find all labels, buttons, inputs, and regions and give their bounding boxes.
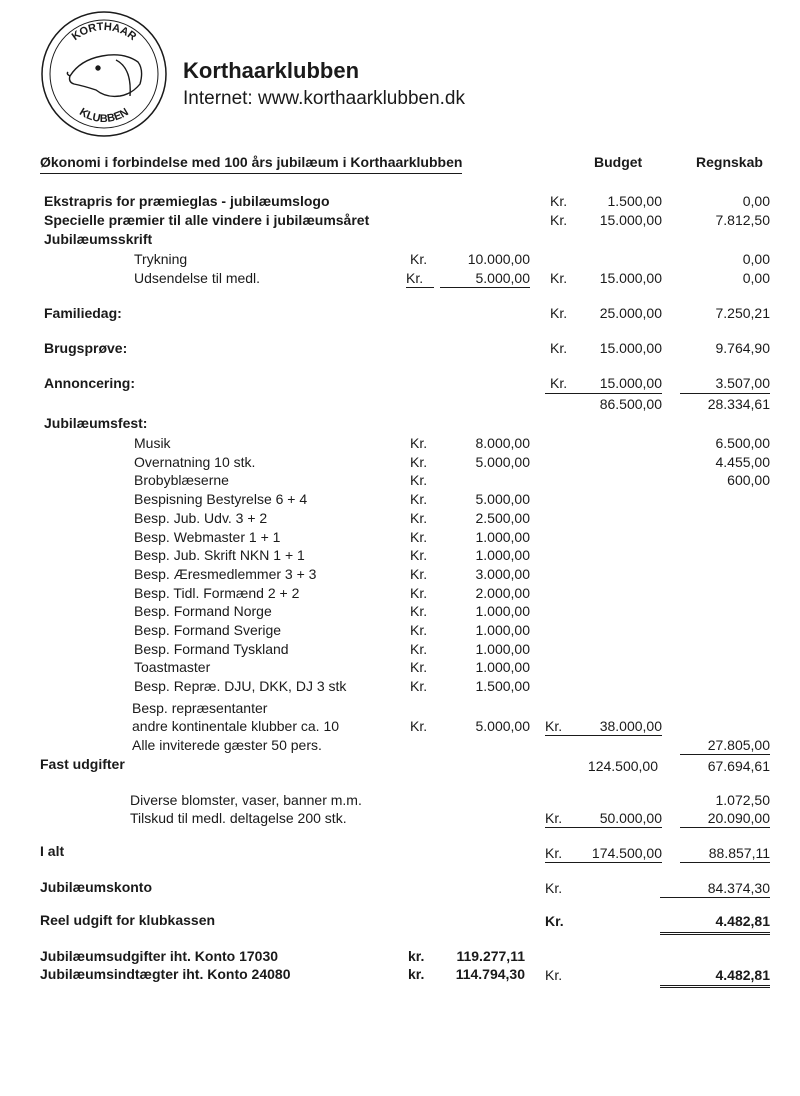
currency: Kr.	[410, 491, 428, 507]
dog-head-icon	[67, 55, 141, 97]
tilskud-regnskab: 20.090,00	[680, 810, 770, 828]
specielle-regnskab: 7.812,50	[715, 212, 770, 228]
currency: Kr.	[406, 270, 434, 288]
repr-label-1: Besp. repræsentanter	[132, 700, 268, 716]
familiedag-label: Familiedag:	[44, 305, 122, 321]
gaester-regnskab: 27.805,00	[680, 737, 770, 755]
familiedag-regnskab: 7.250,21	[715, 305, 770, 321]
brugsproeve-label: Brugsprøve:	[44, 340, 128, 356]
fest-item-label: Toastmaster	[134, 659, 211, 675]
fest-item-label: Besp. Formand Sverige	[134, 622, 282, 638]
tilskud-label: Tilskud til medl. deltagelse 200 stk.	[130, 810, 347, 826]
fest-item-regnskab: 600,00	[727, 472, 770, 488]
fest-item-amount: 8.000,00	[475, 435, 530, 451]
udsendelse-regnskab: 0,00	[742, 270, 770, 286]
fest-item-amount: 1.000,00	[475, 529, 530, 545]
fast-regnskab: 67.694,61	[707, 758, 770, 774]
currency: Kr.	[545, 810, 567, 828]
table-title: Økonomi i forbindelse med 100 års jubilæum i Korthaarklubben	[40, 154, 462, 174]
specielle-label: Specielle præmier til alle vindere i jubilæumsåret	[44, 212, 370, 228]
ialt-budget: 174.500,00	[567, 845, 662, 863]
currency: Kr.	[410, 472, 428, 488]
udgifter-label: Jubilæumsudgifter iht. Konto 17030	[40, 948, 279, 964]
org-website: Internet: www.korthaarklubben.dk	[183, 88, 465, 109]
fest-item-amount: 2.000,00	[475, 585, 530, 601]
indtaegter-label: Jubilæumsindtægter iht. Konto 24080	[40, 966, 291, 982]
specielle-budget: 15.000,00	[599, 212, 662, 228]
subtotal-budget: 86.500,00	[599, 396, 662, 412]
udgifter-amount: 119.277,11	[456, 948, 525, 964]
currency: Kr.	[550, 212, 568, 228]
currency: Kr.	[545, 913, 564, 929]
fest-item-label: Overnatning 10 stk.	[134, 454, 256, 470]
currency: Kr.	[410, 566, 428, 582]
currency: Kr.	[410, 251, 428, 267]
fest-budget: 38.000,00	[567, 718, 662, 736]
currency: Kr.	[545, 718, 567, 736]
trykning-regnskab: 0,00	[742, 251, 770, 267]
double-underline	[660, 985, 770, 988]
ekstrapris-budget: 1.500,00	[607, 193, 662, 209]
fest-item-label: Besp. Webmaster 1 + 1	[134, 529, 281, 545]
blomster-label: Diverse blomster, vaser, banner m.m.	[130, 792, 362, 808]
fest-item-amount: 1.000,00	[475, 659, 530, 675]
fest-item-amount: 5.000,00	[475, 454, 530, 470]
annoncering-regnskab: 3.507,00	[715, 375, 770, 391]
fest-item-label: Besp. Jub. Udv. 3 + 2	[134, 510, 268, 526]
org-name: Korthaarklubben	[183, 58, 360, 83]
fest-item-label: Besp. Repræ. DJU, DKK, DJ 3 stk	[134, 678, 347, 694]
currency: Kr.	[410, 659, 428, 675]
ekstrapris-label: Ekstrapris for præmieglas - jubilæumslogo	[44, 193, 330, 209]
fest-item-label: Besp. Æresmedlemmer 3 + 3	[134, 566, 317, 582]
currency: Kr.	[410, 718, 428, 734]
trykning-amount: 10.000,00	[467, 251, 530, 267]
fest-item-amount: 1.000,00	[475, 547, 530, 563]
blomster-regnskab: 1.072,50	[715, 792, 770, 808]
currency: Kr.	[410, 547, 428, 563]
currency: kr.	[408, 966, 425, 982]
currency: Kr.	[550, 305, 568, 321]
fest-item-label: Musik	[134, 435, 171, 451]
currency: Kr.	[410, 435, 428, 451]
currency: Kr.	[410, 678, 428, 694]
currency: Kr.	[410, 622, 428, 638]
currency: Kr.	[550, 375, 568, 391]
udsendelse-budget: 15.000,00	[599, 270, 662, 286]
udsendelse-amount: 5.000,00	[440, 270, 530, 288]
currency: Kr.	[545, 845, 567, 863]
ekstrapris-regnskab: 0,00	[742, 193, 770, 209]
fest-item-amount: 2.500,00	[475, 510, 530, 526]
club-logo	[40, 10, 168, 138]
currency: Kr.	[545, 880, 563, 896]
fest-item-amount: 5.000,00	[475, 491, 530, 507]
fest-item-label: Besp. Tidl. Formænd 2 + 2	[134, 585, 300, 601]
fast-budget: 124.500,00	[587, 758, 658, 774]
gaester-label: Alle inviterede gæster 50 pers.	[132, 737, 322, 753]
ialt-label: I alt	[40, 843, 65, 859]
konto-label: Jubilæumskonto	[40, 879, 153, 895]
currency: Kr.	[545, 967, 563, 983]
currency: Kr.	[550, 193, 568, 209]
fest-item-label: Besp. Formand Tyskland	[134, 641, 289, 657]
fast-label: Fast udgifter	[40, 756, 125, 772]
currency: Kr.	[550, 340, 568, 356]
fest-item-amount: 1.000,00	[475, 641, 530, 657]
reel-regnskab: 4.482,81	[660, 913, 770, 935]
brugsproeve-regnskab: 9.764,90	[715, 340, 770, 356]
jubilaeumsskrift-label: Jubilæumsskrift	[44, 231, 153, 247]
fest-item-label: Besp. Formand Norge	[134, 603, 272, 619]
fest-item-label: Besp. Jub. Skrift NKN 1 + 1	[134, 547, 305, 563]
underline	[680, 393, 770, 394]
currency: Kr.	[550, 270, 568, 286]
currency: Kr.	[410, 529, 428, 545]
fest-item-regnskab: 4.455,00	[715, 454, 770, 470]
trykning-label: Trykning	[134, 251, 188, 267]
repr-label-2: andre kontinentale klubber ca. 10	[132, 718, 340, 734]
currency: Kr.	[410, 454, 428, 470]
annoncering-budget: 15.000,00	[599, 375, 662, 391]
fest-item-regnskab: 6.500,00	[715, 435, 770, 451]
fest-item-amount: 1.500,00	[475, 678, 530, 694]
familiedag-budget: 25.000,00	[599, 305, 662, 321]
subtotal-regnskab: 28.334,61	[707, 396, 770, 412]
annoncering-label: Annoncering:	[44, 375, 135, 391]
repr-amount: 5.000,00	[475, 718, 530, 734]
indtaegter-amount: 114.794,30	[455, 966, 525, 982]
fest-label: Jubilæumsfest:	[44, 415, 148, 431]
currency: kr.	[408, 948, 425, 964]
svg-text:KLUBBEN: KLUBBEN	[77, 106, 131, 126]
konto-regnskab: 84.374,30	[660, 880, 770, 898]
fest-item-amount: 3.000,00	[475, 566, 530, 582]
udsendelse-label: Udsendelse til medl.	[134, 270, 261, 286]
fest-item-label: Bespisning Bestyrelse 6 + 4	[134, 491, 308, 507]
ialt-regnskab: 88.857,11	[680, 845, 770, 863]
brugsproeve-budget: 15.000,00	[599, 340, 662, 356]
underline	[545, 393, 662, 394]
fest-item-amount: 1.000,00	[475, 603, 530, 619]
currency: Kr.	[410, 603, 428, 619]
indtaegter-regnskab: 4.482,81	[715, 967, 770, 983]
tilskud-budget: 50.000,00	[567, 810, 662, 828]
currency: Kr.	[410, 510, 428, 526]
budget-header: Budget	[594, 154, 643, 170]
fest-item-amount: 1.000,00	[475, 622, 530, 638]
svg-text:KORTHAAR: KORTHAAR	[69, 20, 139, 44]
currency: Kr.	[410, 585, 428, 601]
regnskab-header: Regnskab	[696, 154, 763, 170]
currency: Kr.	[410, 641, 428, 657]
reel-label: Reel udgift for klubkassen	[40, 912, 216, 928]
fest-item-label: Brobyblæserne	[134, 472, 229, 488]
